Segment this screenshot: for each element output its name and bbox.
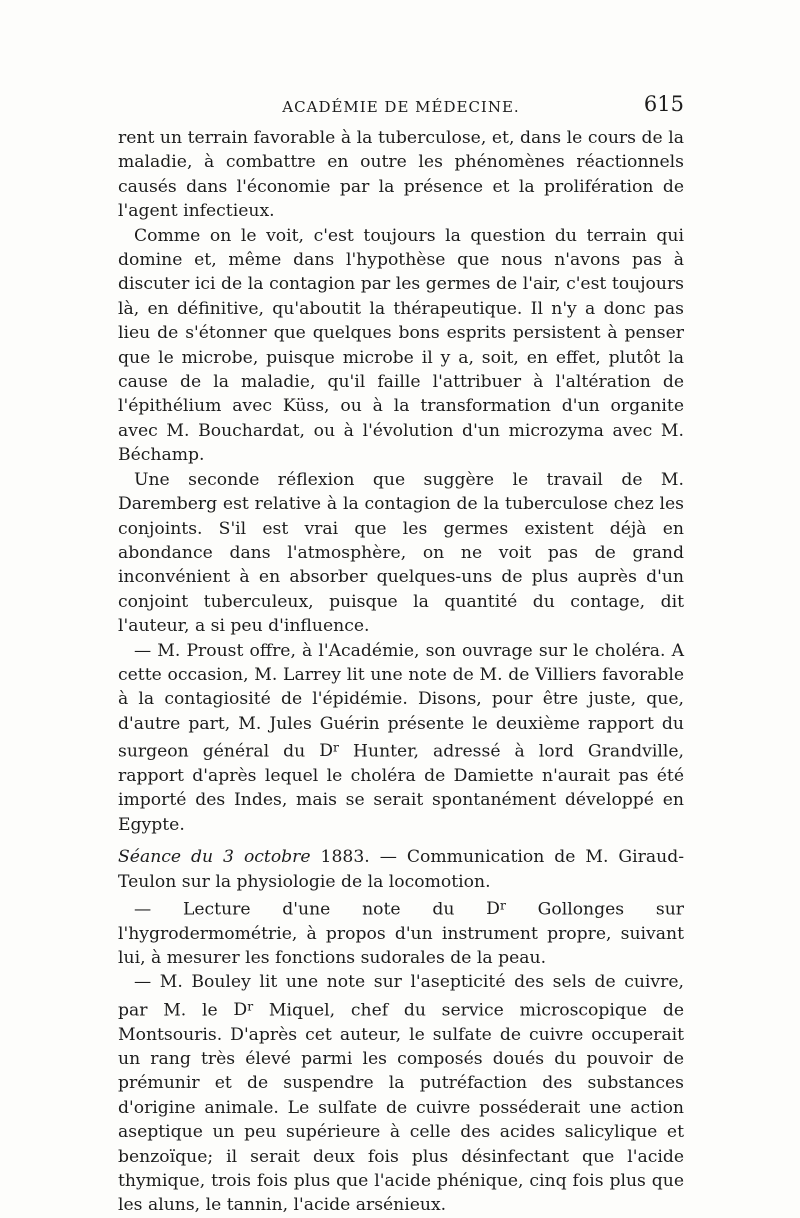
paragraph-sulfate-cuivre [118, 970, 684, 1217]
doctor-abbrev: $D^r$ [319, 741, 339, 762]
paragraph-text: Comme on le voit, c'est toujours la question du terrain qui domine et, même dans l'hypothèse que nous n'avons pas à discuter ici de la contagion par les germes de l'air, c'est toujours là, en définitive, qu'aboutit la thérapeutique. Il n'y a donc pas lieu de s'étonner que quelques bons esprits persistent à penser que le microbe, puisque microbe il y a, soit, en effet, plutôt la cause de la maladie, qu'il faille l'attribuer à l'altération de l'épithélium avec Küss, ou à la transformation d'un organite avec M. Bouchardat, ou à l'évolution d'un microzyma avec M. Béchamp. [118, 225, 684, 466]
paragraph-text-after: Hunter, adressé à lord Grandville, rapport d'après lequel le choléra de Damiette n'aurait pas été importé des Indes, mais se serait spontanément développé en Egypte. [118, 741, 685, 835]
session-year: 1883. [320, 847, 370, 868]
paragraph-text: Une seconde réflexion que suggère le travail de M. Daremberg est relative à la contagion de la tuberculose chez les conjoints. S'il est vrai que les germes existent déjà en abondance dans l'atmosphère, on ne voit pas de grand inconvénient à en absorber quelques-uns de plus auprès d'un conjoint tuberculeux, puisque la quantité du contage, dit l'auteur, a si peu d'influence. [118, 469, 684, 637]
session-label: Séance du 3 octobre [118, 847, 311, 868]
paragraph-text: — Communication de M. Giraud-Teulon sur la physiologie de la locomotion. [118, 847, 684, 892]
paragraph-continuation [118, 126, 684, 224]
book-page [118, 92, 684, 1218]
paragraph-text: — M. Proust offre, à l'Académie, son ouvrage sur le choléra. A cette occasion, M. Larrey lit une note de M. de Villiers favorable à la contagiosité de l'épidémie. Disons, pour être juste, que, d'autre part, M. Jules Guérin présente le deuxième rapport du surgeon général du [118, 640, 684, 762]
paragraph-hygrodermometrie [118, 894, 684, 971]
page-number: 615 [643, 92, 684, 116]
paragraph-text-after: Miquel, chef du service microscopique de Montsouris. D'après cet auteur, le sulfate de cuivre occuperait un rang très élevé parmi les composés doués du pouvoir de prémunir et de suspendre la putréfaction des substances d'origine animale. Le sulfate de cuivre posséderait une action aseptique un peu supérieure à celle des acides salicylique et benzoïque; il serait deux fois plus désinfectant que l'acide thymique, trois fois plus que l'acide phénique, cinq fois plus que les aluns, le tannin, l'acide arsénieux. [118, 1000, 685, 1216]
doctor-abbrev: $D^r$ [233, 999, 254, 1021]
paragraph-terrain-question [118, 224, 684, 468]
paragraph-contagion-conjoints [118, 468, 684, 639]
paragraph-text-after: Gollonges sur l'hygrodermométrie, à propos d'un instrument propre, suivant lui, à mesurer les fonctions sudorales de la peau. [118, 899, 684, 969]
paragraph-text: — Lecture d'une note du [134, 899, 455, 920]
paragraph-cholera [118, 639, 684, 838]
page-header [118, 92, 684, 126]
page-body [118, 126, 684, 1218]
doctor-abbrev: $D^r$ [486, 898, 506, 920]
paragraph-session [118, 845, 684, 894]
paragraph-text: rent un terrain favorable à la tuberculose, et, dans le cours de la maladie, à combattre en outre les phénomènes réactionnels causés dans l'économie par la présence et la prolifération de l'agent infectieux. [118, 128, 684, 222]
paragraph-text: — M. Bouley lit une note sur l'asepticité des sels de cuivre, par M. le [118, 972, 684, 1021]
running-title: ACADÉMIE DE MÉDECINE. [282, 98, 520, 116]
